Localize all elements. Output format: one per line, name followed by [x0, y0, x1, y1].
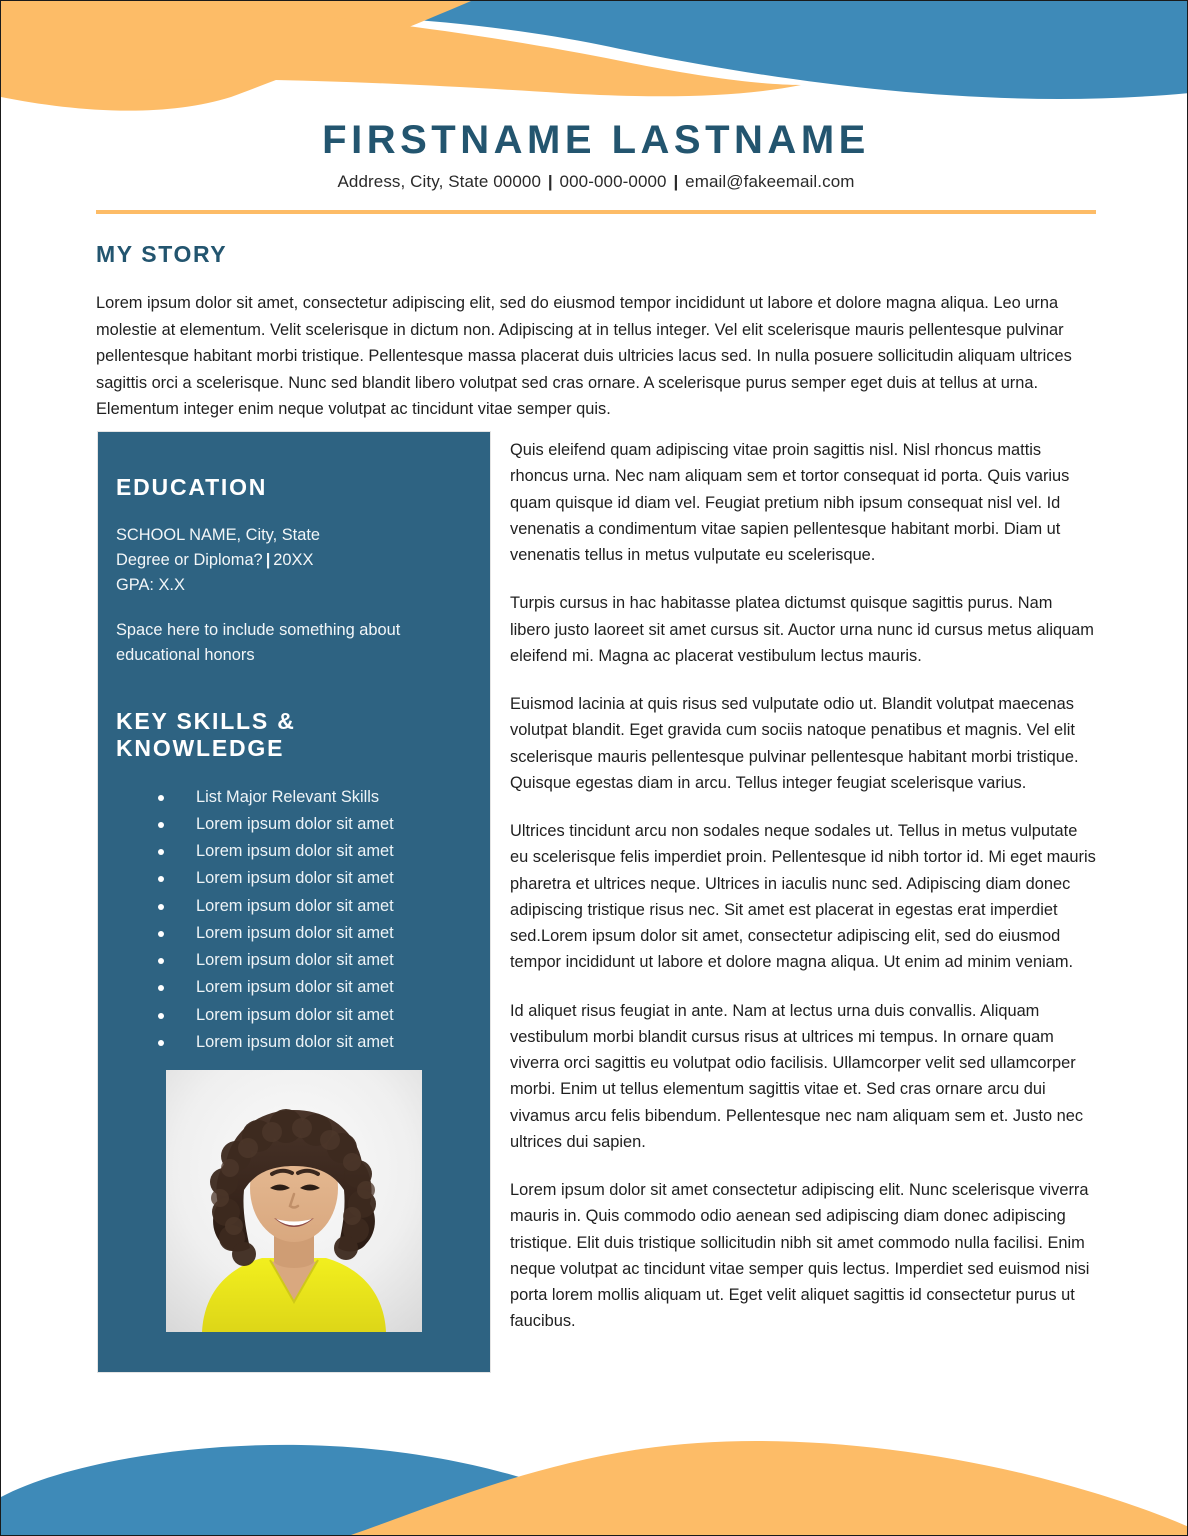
contact-line: [96, 172, 1096, 192]
body-paragraph: Turpis cursus in hac habitasse platea dictumst quisque sagittis purus. Nam libero justo laoreet sit amet cursus sit. Auctor urna nunc id cursus metus aliquam eleifend mi. Magna ac placerat vestibulum lectus mauris.: [510, 594, 1094, 665]
sidebar-content: [98, 432, 490, 1056]
contact-separator-1: |: [547, 172, 553, 191]
body-paragraph: Euismod lacinia at quis risus sed vulputate odio ut. Blandit volutpat maecenas volutpat blandit. Eget gravida cum sociis natoque penatibus et magnis. Vel elit scelerisque mauris pellentesque pulvinar pellentesque habitant morbi tristique. Quisque egestas diam in arcu. Tellus integer feugiat scelerisque varius.: [510, 695, 1079, 792]
list-item: Lorem ipsum dolor sit amet: [158, 865, 468, 892]
contact-phone: 000-000-0000: [559, 172, 667, 191]
bottom-orange-wave: [351, 1441, 1188, 1535]
list-item: Lorem ipsum dolor sit amet: [158, 920, 468, 947]
education-school: SCHOOL NAME, City, State: [116, 526, 321, 544]
my-story-section: [96, 241, 1096, 423]
list-item: Lorem ipsum dolor sit amet: [158, 947, 468, 974]
bottom-wave-shapes: [1, 1415, 1188, 1535]
body-paragraph: Ultrices tincidunt arcu non sodales neque sodales ut. Tellus in metus vulputate eu scelerisque felis imperdiet proin. Pellentesque id nibh tortor id. Mi eget mauris pharetra et ultrices neque. Ultrices in iaculis nunc sed. Adipiscing diam donec adipiscing tristique risus nec. Sit amet est placerat in egestas erat imperdiet sed.Lorem ipsum dolor sit amet, consectetur adipiscing elit, sed do eiusmod tempor incididunt ut labore et dolore magna aliqua. Ut enim ad minim veniam.: [510, 822, 1096, 972]
list-item: Lorem ipsum dolor sit amet: [158, 974, 468, 1001]
top-decoration: [1, 1, 1188, 131]
education-note: Space here to include something about educational honors: [116, 620, 401, 664]
profile-photo: [166, 1070, 422, 1332]
bottom-decoration: [1, 1415, 1188, 1535]
top-blue-wave: [1, 1, 1188, 99]
list-item: Lorem ipsum dolor sit amet: [158, 893, 468, 920]
top-orange-wave-left: [1, 1, 471, 111]
contact-address: Address, City, State 00000: [337, 172, 542, 191]
body-paragraph: Id aliquet risus feugiat in ante. Nam at lectus urna duis convallis. Aliquam vestibulum morbi blandit cursus risus at ultrices mi tempus. In ornare quam viverra orci sagittis eu volutpat odio facilisis. Ullamcorper velit sed ullamcorper morbi. Enim ut tellus elementum sagittis vitae et. Sed cras ornare arcu dui vivamus arcu felis bibendum. Pellentesque nec nam aliquam sem et. Justo nec ultrices dui sapien.: [510, 1001, 1084, 1151]
body-paragraph: Lorem ipsum dolor sit amet consectetur adipiscing elit. Nunc scelerisque viverra mauris in. Quis commodo odio aenean sed adipiscing diam donec adipiscing tristique. Elit duis tristique sollicitudin nibh sit amet commodo nulla facilisi. Enim neque volutpat ac tincidunt vitae semper quis lectus. Imperdiet sed euismod nisi porta lorem mollis aliquam ut. Eget velit aliquet sagittis id consectetur purus ut faucibus.: [510, 1181, 1090, 1331]
top-orange-wave: [1, 4, 801, 96]
profile-photo-image: [166, 1070, 422, 1332]
body-paragraph: Quis eleifend quam adipiscing vitae proin sagittis nisl. Nisl rhoncus mattis rhoncus urna. Nec nam aliquam sem et tortor consequat id porta. Quis varius quam quisque id diam vel. Feugiat pretium nibh ipsum consequat nisl vel. Id venenatis a condimentum vitae sapien pellentesque habitant morbi. Diam ut venenatis tellus in metus vulputate eu scelerisque.: [510, 441, 1070, 564]
top-wave-shapes: [1, 1, 1188, 131]
list-item: Lorem ipsum dolor sit amet: [158, 1002, 468, 1029]
education-degree: Degree or Diploma?: [116, 550, 263, 569]
my-story-body: Lorem ipsum dolor sit amet, consectetur adipiscing elit, sed do eiusmod tempor incididunt ut labore et dolore magna aliqua. Leo urna molestie at elementum. Velit scelerisque in dictum non. Adipiscing at in tellus integer. Vel elit scelerisque mauris pellentesque pulvinar pellentesque habitant morbi tristique. Pellentesque massa placerat duis ultricies lacus sed. In nulla posuere sollicitudin aliquam ultrices sagittis orci a scelerisque. Nunc sed blandit libero volutpat sed cras ornare. A scelerisque purus semper eget duis at tellus at urna. Elementum integer enim neque volutpat ac tincidunt vitae semper quis.: [96, 294, 1072, 419]
sidebar-panel: [97, 431, 491, 1373]
education-details: [116, 523, 468, 598]
education-degree-separator: |: [265, 550, 271, 569]
candidate-name: FIRSTNAME LASTNAME: [322, 118, 870, 162]
education-degree-line: [116, 548, 468, 573]
header-divider-rule: [96, 210, 1096, 214]
my-story-title: MY STORY: [96, 241, 228, 267]
bottom-blue-wave: [1, 1445, 661, 1535]
key-skills-list: [116, 784, 468, 1056]
education-year: 20XX: [273, 550, 314, 569]
contact-separator-2: |: [673, 172, 679, 191]
education-title: EDUCATION: [116, 474, 268, 500]
list-item: List Major Relevant Skills: [158, 784, 468, 811]
key-skills-title: KEY SKILLS & KNOWLEDGE: [116, 707, 296, 761]
list-item: Lorem ipsum dolor sit amet: [158, 811, 468, 838]
list-item: Lorem ipsum dolor sit amet: [158, 1029, 468, 1056]
list-item: Lorem ipsum dolor sit amet: [158, 838, 468, 865]
experience-column: [510, 437, 1096, 1335]
education-gpa: GPA: X.X: [116, 575, 185, 594]
resume-header: [96, 119, 1096, 214]
contact-email: email@fakeemail.com: [685, 172, 855, 191]
